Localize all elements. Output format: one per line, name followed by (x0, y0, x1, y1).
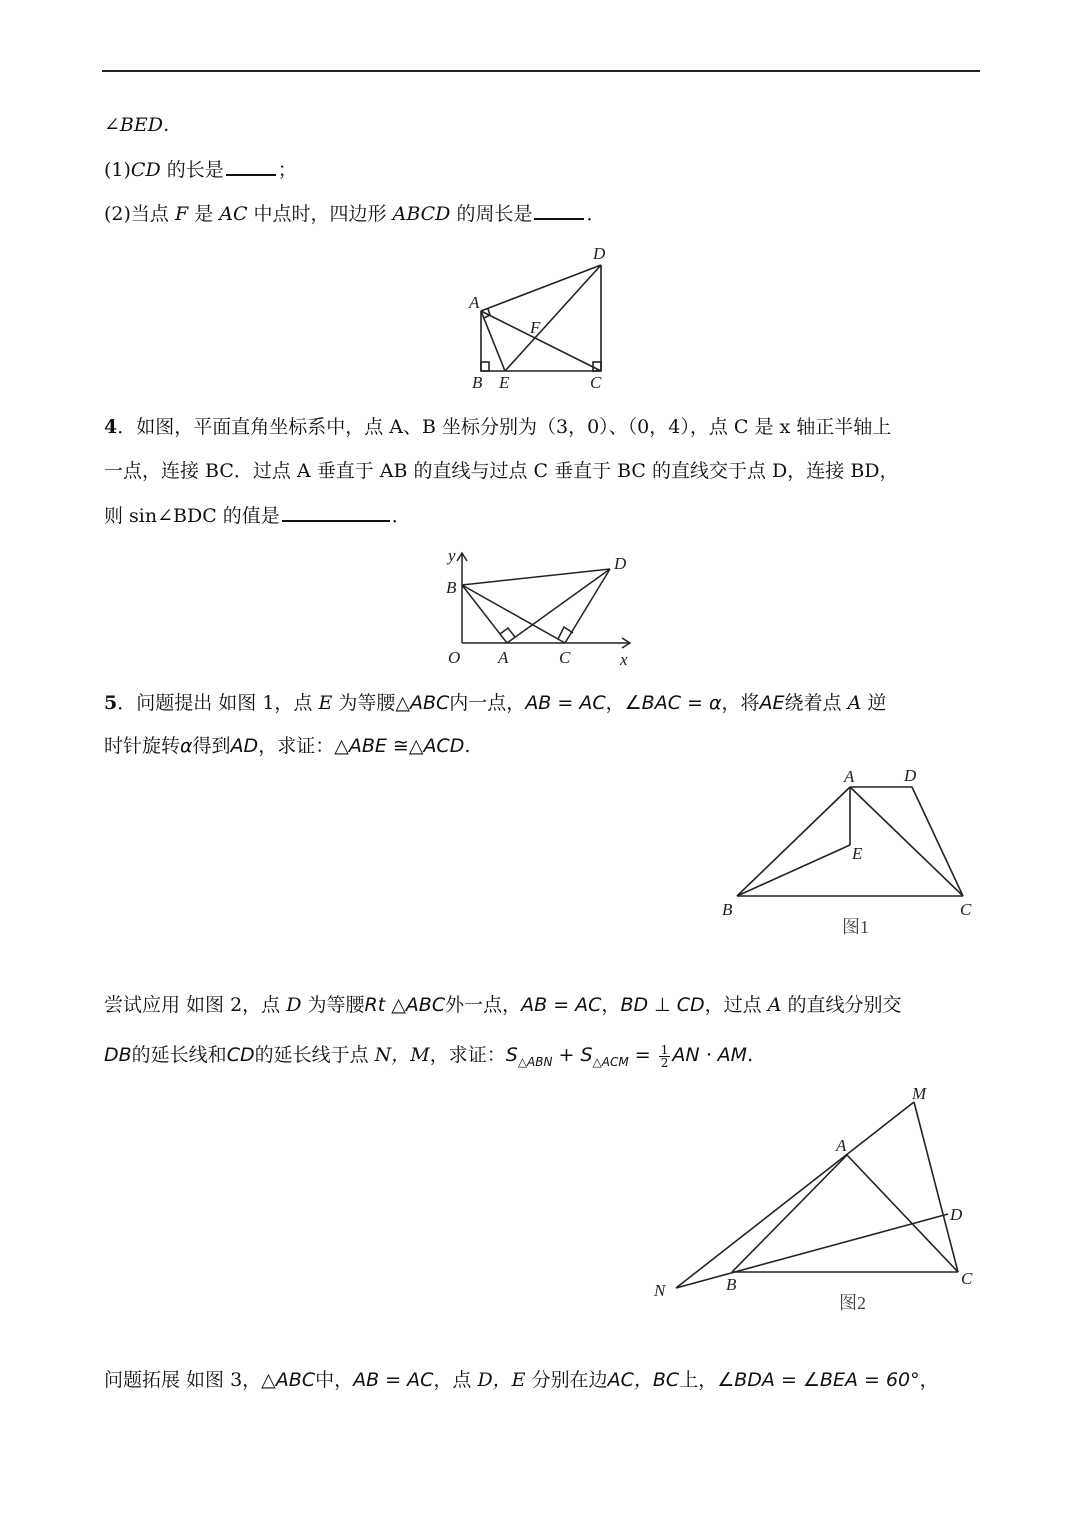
p5-figure1 (720, 763, 980, 947)
label-F: F (530, 318, 541, 337)
label-B: B (726, 1275, 737, 1294)
segment-EB (737, 845, 850, 896)
label-D: D (950, 1205, 963, 1224)
segment-AC (481, 311, 601, 371)
label-C: C (960, 900, 972, 919)
p4-figure (440, 545, 640, 674)
label-B: B (722, 900, 733, 919)
p5-try-line2: DB的延长线和CD的延长线于点 N，M，求证：$S_{\triangle ABN} + S_{\triangle ACM}$ = $\frac{1}{2}$ AN · AM. (104, 1042, 754, 1070)
fig1-caption: 图1 (842, 917, 869, 937)
label-C: C (590, 373, 602, 392)
label-D: D (614, 554, 627, 573)
p3-question2: (2)当点 F 是 AC 中点时，四边形 ABCD 的周长是 ． (104, 200, 605, 227)
p3-figure-svg (460, 238, 620, 398)
p5-line2: 时针旋转α得到AD，求证：△ABE ≅△ACD. (104, 735, 471, 757)
label-E: E (499, 373, 510, 392)
segment-AC (847, 1155, 958, 1272)
segment-AB (737, 787, 850, 896)
answer-blank-2[interactable] (534, 200, 584, 220)
segment-AB (732, 1155, 847, 1272)
p4-line3: 则 sin∠BDC 的值是 ． (104, 502, 411, 529)
p5-figure2 (650, 1078, 980, 1327)
header-rule (102, 70, 980, 72)
p4-line2: 一点，连接 BC．过点 A 垂直于 AB 的直线与过点 C 垂直于 BC 的直线交于点 D，连接 BD， (104, 460, 899, 482)
label-y: y (448, 546, 456, 565)
p5-figure1-svg (720, 763, 980, 943)
answer-blank-3[interactable] (282, 502, 390, 522)
label-D: D (593, 244, 606, 263)
p4-line1: 4．如图，平面直角坐标系中，点 A、B 坐标分别为（3，0）、（0，4），点 C 是 x 轴正半轴上 (104, 416, 892, 438)
p3-line0: ∠BED． (104, 114, 182, 136)
label-C: C (559, 648, 571, 667)
answer-blank-1[interactable] (226, 156, 276, 176)
fraction-one-half: $\frac{1}{2}$ (660, 1042, 669, 1070)
label-N: N (654, 1281, 666, 1300)
fig2-caption: 图2 (839, 1293, 866, 1313)
segment-BD (462, 569, 610, 585)
label-A: A (498, 648, 509, 667)
segment-DA (481, 265, 601, 311)
line-ND (676, 1214, 948, 1288)
p5-line1: 5．问题提出 如图 1，点 E 为等腰△ABC内一点，AB = AC，∠BAC = α，将AE绕着点 A 逆 (104, 692, 887, 714)
p3-figure (460, 238, 620, 402)
label-A: A (844, 767, 855, 786)
segment-AC (850, 787, 963, 896)
p3-question1: (1)CD 的长是 ； (104, 156, 297, 183)
p4-figure-svg (440, 545, 640, 670)
p5-figure2-svg (650, 1078, 980, 1323)
label-D: D (904, 766, 917, 785)
label-x: x (620, 650, 628, 669)
label-E: E (852, 844, 863, 863)
label-O: O (448, 648, 461, 667)
line-MC (914, 1102, 958, 1272)
right-angle-A (500, 628, 515, 637)
p5-try-line1: 尝试应用 如图 2，点 D 为等腰Rt △ABC外一点，AB = AC，BD ⊥ CD，过点 A 的直线分别交 (104, 994, 902, 1016)
label-A: A (836, 1136, 847, 1155)
label-B: B (472, 373, 483, 392)
right-angle-B (481, 362, 489, 371)
label-A: A (469, 293, 480, 312)
p5-ext-line1: 问题拓展 如图 3，△ABC中，AB = AC，点 D，E 分别在边AC，BC上，∠BDA = ∠BEA = 60°， (104, 1369, 939, 1391)
segment-ED (505, 265, 601, 371)
segment-AD (507, 569, 610, 643)
label-M: M (912, 1084, 927, 1103)
line-NM (676, 1102, 914, 1288)
segment-DC (912, 787, 963, 896)
label-C: C (961, 1269, 973, 1288)
label-B: B (446, 578, 457, 597)
